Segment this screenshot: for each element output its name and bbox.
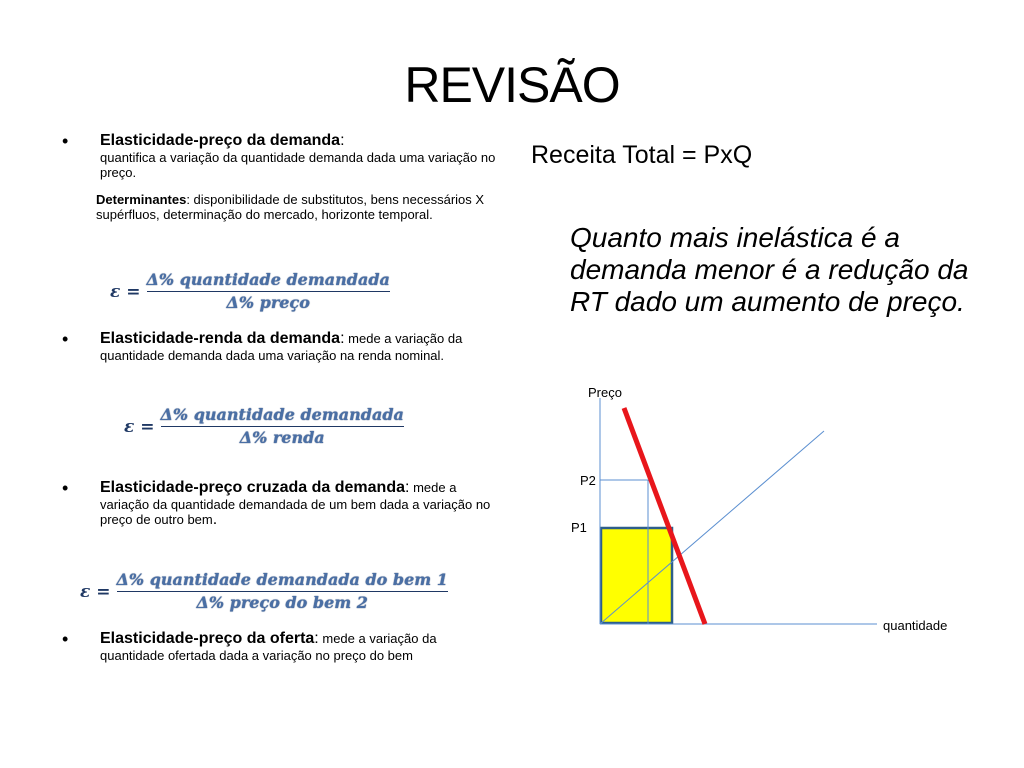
bullet-marker: • (62, 131, 69, 151)
formula-lhs: ε = (110, 281, 141, 302)
p1-label: P1 (571, 520, 587, 535)
price-axis-label: Preço (588, 385, 622, 400)
total-revenue-formula: Receita Total = PxQ (531, 141, 753, 169)
formula-numerator: Δ% quantidade demandada (160, 405, 404, 424)
quantity-axis-label: quantidade (883, 618, 948, 633)
bullet-text: quantifica a variação da quantidade demanda dada uma variação no preço. (100, 150, 496, 180)
bullet-text: mede a variação da quantidade demanda dada uma variação na renda nominal. (100, 331, 463, 363)
bullet-text: mede a variação da quantidade demandada de um bem dada a variação no preço de outro bem (100, 480, 491, 527)
bullet-end: . (212, 511, 218, 528)
bullet-colon: : (405, 479, 410, 496)
formula-numerator: Δ% quantidade demandada do bem 1 (116, 570, 448, 589)
formula-denominator: Δ% renda (239, 428, 325, 447)
bullet-colon: : (340, 132, 345, 149)
bullet-heading: Elasticidade-preço da oferta (100, 630, 315, 647)
determinantes-label: Determinantes (96, 192, 187, 207)
formula-denominator: Δ% preço (226, 293, 310, 312)
slide-title: REVISÃO (404, 57, 620, 113)
bullet-heading: Elasticidade-renda da demanda (100, 330, 341, 347)
bullet-marker: • (62, 478, 69, 498)
formula-numerator: Δ% quantidade demandada (146, 270, 390, 289)
determinantes-text: : disponibilidade de substitutos, bens necessários X supérfluos, determinação do mercado, horizonte temporal. (96, 192, 485, 222)
p2-label: P2 (580, 473, 596, 488)
total-revenue-area (601, 528, 672, 623)
bullet-text: mede a variação da quantidade ofertada dada a variação no preço do bem (100, 631, 437, 663)
formula-lhs: ε = (80, 581, 111, 602)
formula-denominator: Δ% preço do bem 2 (196, 593, 368, 612)
bullet-heading: Elasticidade-preço da demanda (100, 132, 341, 149)
bullet-colon: : (340, 330, 345, 347)
bullet-marker: • (62, 629, 69, 649)
inelastic-demand-note: Quanto mais inelástica é a demanda menor é a redução da RT dado um aumento de preço. (570, 222, 969, 317)
bullet-colon: : (314, 630, 319, 647)
formula-lhs: ε = (124, 416, 155, 437)
bullet-heading: Elasticidade-preço cruzada da demanda (100, 479, 405, 496)
bullet-marker: • (62, 329, 69, 349)
